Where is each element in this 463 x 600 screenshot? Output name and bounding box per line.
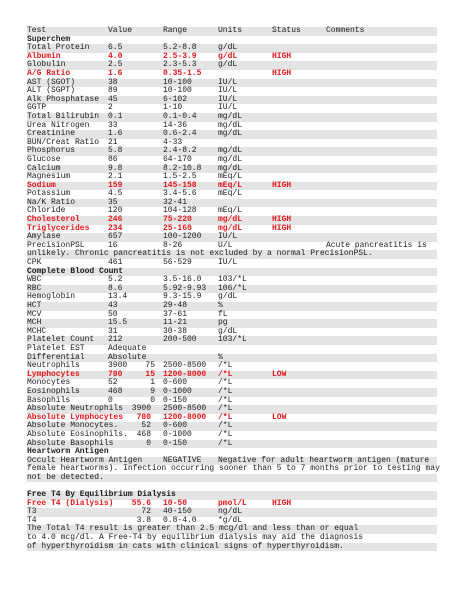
test-name: A/G Ratio bbox=[27, 68, 71, 78]
units: U/L bbox=[218, 240, 233, 250]
reference-range: 0-1000 bbox=[163, 429, 192, 439]
units: /*L bbox=[218, 369, 233, 379]
reference-range: 0-150 bbox=[163, 438, 188, 448]
units: mEq/L bbox=[218, 206, 243, 216]
test-name: GGTP bbox=[27, 103, 47, 113]
result-value: 52 bbox=[108, 378, 118, 388]
result-value: 3.8 bbox=[136, 515, 151, 525]
reference-range: 30-38 bbox=[163, 326, 188, 336]
units: ng/dL bbox=[218, 507, 243, 517]
test-name: Absolute Monocytes. bbox=[27, 421, 119, 431]
units: IU/L bbox=[218, 77, 238, 87]
result-value: 72 bbox=[141, 507, 151, 517]
comment: Acute pancreatitis is bbox=[326, 240, 427, 250]
result-value: 120 bbox=[108, 206, 123, 216]
percent-value: 75 bbox=[145, 361, 155, 371]
units: /*L bbox=[218, 438, 233, 448]
result-value: 15.5 bbox=[108, 318, 128, 328]
test-name: Cholesterol bbox=[27, 215, 80, 225]
reference-range: 2.5-3.9 bbox=[163, 51, 197, 61]
status-flag: LOW bbox=[272, 412, 287, 422]
status-flag: HIGH bbox=[272, 51, 292, 61]
result-value: 0 bbox=[108, 395, 113, 405]
result-value: 89 bbox=[108, 86, 118, 96]
result-value: 468 bbox=[136, 429, 151, 439]
result-value: 8.6 bbox=[108, 283, 123, 293]
units: /*L bbox=[218, 361, 233, 371]
units: 106/*L bbox=[218, 283, 247, 293]
column-header-comments: Comments bbox=[326, 26, 365, 35]
lab-report bbox=[27, 26, 440, 551]
test-name: Total Protein bbox=[27, 43, 90, 53]
column-header-value: Value bbox=[108, 26, 133, 35]
result-value: Adequate bbox=[108, 343, 147, 353]
test-name: Occult Heartworm Antigen bbox=[27, 455, 143, 465]
test-name: HCT bbox=[27, 301, 42, 310]
test-name: Sodium bbox=[27, 180, 56, 190]
test-name: MCHC bbox=[27, 326, 47, 336]
reference-range: 10-100 bbox=[163, 77, 192, 87]
result-value: 212 bbox=[108, 335, 123, 345]
test-name: Chloride bbox=[27, 206, 66, 216]
test-name: Free T4 (Dialysis) bbox=[27, 498, 114, 508]
units: mg/dL bbox=[218, 163, 243, 173]
units: /*L bbox=[218, 395, 233, 405]
result-value: NEGATIVE bbox=[163, 455, 202, 465]
test-name: MCH bbox=[27, 318, 42, 328]
reference-range: 37-61 bbox=[163, 309, 188, 319]
result-value: 52 bbox=[141, 421, 151, 431]
reference-range: 200-500 bbox=[163, 335, 197, 345]
status-flag: HIGH bbox=[272, 223, 292, 233]
percent-value: 9 bbox=[150, 386, 155, 396]
test-name: Urea Nitrogen bbox=[27, 120, 90, 130]
reference-range: 0.8-4.0 bbox=[163, 515, 197, 525]
test-name: Absolute Basophils bbox=[27, 438, 114, 448]
units: /*L bbox=[218, 421, 233, 431]
table-row bbox=[27, 371, 437, 380]
units: g/dL bbox=[218, 60, 238, 70]
status-flag: HIGH bbox=[272, 68, 292, 78]
result-value: 55.6 bbox=[131, 498, 151, 508]
test-name: Hemoglobin bbox=[27, 292, 76, 302]
table-row bbox=[27, 190, 437, 199]
units: IU/L bbox=[218, 103, 238, 113]
reference-range: 0.1-0.4 bbox=[163, 111, 197, 121]
units: mg/dL bbox=[218, 154, 243, 164]
comment-line: to 4.0 mcg/dl. A Free-T4 by equilibrium dialysis may aid the diagnosis bbox=[27, 533, 364, 543]
test-name: Na/K Ratio bbox=[27, 197, 76, 207]
table-row bbox=[27, 293, 437, 302]
complete-blood-count-section bbox=[27, 268, 437, 448]
comment-line: of hyperthyroidism in cats with clinical signs of hyperthyroidism. bbox=[27, 543, 437, 552]
free-t4-section bbox=[27, 491, 437, 551]
units: IU/L bbox=[218, 258, 238, 268]
result-value: 16 bbox=[108, 240, 118, 250]
test-name: ALT (SGPT) bbox=[27, 86, 76, 96]
result-value: 33 bbox=[108, 120, 118, 130]
section-title: Complete Blood Count bbox=[27, 268, 437, 277]
section-title: Heartworm Antigen bbox=[27, 447, 109, 457]
reference-range: 0-600 bbox=[163, 421, 188, 431]
units: pg bbox=[218, 318, 228, 328]
status-flag: HIGH bbox=[272, 180, 292, 190]
column-header-row bbox=[27, 27, 437, 36]
result-value: 4.0 bbox=[108, 51, 123, 61]
result-value: 43 bbox=[108, 301, 118, 310]
units: mg/dL bbox=[218, 120, 243, 130]
reference-range: 5.92-9.93 bbox=[163, 283, 207, 293]
result-value: 5.2 bbox=[108, 275, 123, 285]
units: mEq/L bbox=[218, 172, 243, 182]
units: g/dL bbox=[218, 326, 238, 336]
reference-range: 25-160 bbox=[163, 223, 192, 233]
units: pmol/L bbox=[218, 498, 247, 508]
table-row bbox=[27, 61, 437, 70]
result-value: 780 bbox=[108, 369, 123, 379]
status-flag: HIGH bbox=[272, 498, 292, 508]
test-name: Absolute Neutrophils bbox=[27, 404, 124, 414]
units: % bbox=[218, 301, 223, 310]
table-row bbox=[27, 388, 437, 397]
result-value: 1.6 bbox=[108, 129, 123, 139]
test-name: Amylase bbox=[27, 232, 61, 242]
test-name: CPK bbox=[27, 258, 42, 268]
test-name: Phosphorus bbox=[27, 146, 76, 156]
units: mEq/L bbox=[218, 180, 243, 190]
test-name: BUN/Creat Ratio bbox=[27, 137, 100, 147]
reference-range: 6-102 bbox=[163, 94, 188, 104]
column-header-status: Status bbox=[272, 26, 301, 35]
comment-line: The Total T4 result is greater than 2.5 mcg/dl and less than or equal bbox=[27, 525, 437, 534]
units: IU/L bbox=[218, 94, 238, 104]
result-value: 38 bbox=[108, 77, 118, 87]
test-name: Potassium bbox=[27, 189, 71, 199]
reference-range: 1200-8000 bbox=[163, 369, 207, 379]
units: mEq/L bbox=[218, 189, 243, 199]
result-value: 2.1 bbox=[108, 172, 123, 182]
units: /*L bbox=[218, 386, 233, 396]
test-name: Glucose bbox=[27, 154, 61, 164]
reference-range: 1.5-2.5 bbox=[163, 172, 197, 182]
heartworm-antigen-section bbox=[27, 447, 440, 482]
result-value: 3900 bbox=[131, 404, 151, 414]
table-row bbox=[27, 345, 437, 354]
test-name: Creatinine bbox=[27, 129, 76, 139]
reference-range: 2500-8500 bbox=[163, 361, 207, 371]
result-value: 35 bbox=[108, 197, 118, 207]
units: 103/*L bbox=[218, 335, 247, 345]
units: /*L bbox=[218, 412, 233, 422]
test-name: Basophils bbox=[27, 395, 71, 405]
test-name: Neutrophils bbox=[27, 361, 80, 371]
status-flag: LOW bbox=[272, 369, 287, 379]
result-value: 246 bbox=[108, 215, 123, 225]
units: 103/*L bbox=[218, 275, 247, 285]
result-value: 0 bbox=[146, 438, 151, 448]
comment-line: female heartworms). Infection occurring sooner than 5 to 7 months prior to testing may bbox=[27, 464, 440, 474]
reference-range: 40-150 bbox=[163, 507, 192, 517]
reference-range: 1-10 bbox=[163, 103, 183, 113]
reference-range: 5.2-8.8 bbox=[163, 43, 197, 53]
test-name: Absolute Eosinophils. bbox=[27, 429, 128, 439]
table-row bbox=[27, 354, 437, 363]
table-row bbox=[27, 362, 437, 371]
reference-range: 2.4-8.2 bbox=[163, 146, 197, 156]
reference-range: 75-220 bbox=[163, 215, 192, 225]
result-value: 4.5 bbox=[108, 189, 123, 199]
column-header-range: Range bbox=[163, 26, 188, 35]
table-row bbox=[27, 336, 437, 345]
result-value: 0.1 bbox=[108, 111, 123, 121]
reference-range: 10-100 bbox=[163, 86, 192, 96]
table-row bbox=[27, 379, 437, 388]
result-value: 2 bbox=[108, 103, 113, 113]
reference-range: 29-48 bbox=[163, 301, 188, 310]
result-value: 1.6 bbox=[108, 68, 123, 78]
result-value: 50 bbox=[108, 309, 118, 319]
test-name: Platelet Count bbox=[27, 335, 95, 345]
result-value: 86 bbox=[108, 154, 118, 164]
reference-range: 0-1000 bbox=[163, 386, 192, 396]
result-value: 13.4 bbox=[108, 292, 128, 302]
test-name: Differential bbox=[27, 352, 85, 362]
percent-value: 1 bbox=[150, 378, 155, 388]
test-name: Eosinophils bbox=[27, 386, 80, 396]
reference-range: 2500-8500 bbox=[163, 404, 207, 414]
units: mg/dL bbox=[218, 111, 243, 121]
test-name: Magnesium bbox=[27, 172, 71, 182]
table-row bbox=[27, 302, 437, 311]
reference-range: 3.4-5.6 bbox=[163, 189, 197, 199]
result-value: 234 bbox=[108, 223, 123, 233]
result-value: 657 bbox=[108, 232, 123, 242]
reference-range: 14-36 bbox=[163, 120, 188, 130]
test-name: WBC bbox=[27, 275, 42, 285]
test-name: T3 bbox=[27, 507, 37, 517]
test-name: AST (SGOT) bbox=[27, 77, 76, 87]
reference-range: 1200-8000 bbox=[163, 412, 207, 422]
test-name: T4 bbox=[27, 515, 37, 525]
reference-range: 0-150 bbox=[163, 395, 188, 405]
reference-range: 2.3-5.3 bbox=[163, 60, 197, 70]
units: mg/dL bbox=[218, 146, 243, 156]
test-name: Alk Phosphatase bbox=[27, 94, 100, 104]
units: % bbox=[218, 352, 223, 362]
test-name: RBC bbox=[27, 283, 42, 293]
reference-range: 64-170 bbox=[163, 154, 192, 164]
table-row bbox=[27, 311, 437, 320]
result-value: 461 bbox=[108, 258, 123, 268]
reference-range: 9.3-15.9 bbox=[163, 292, 202, 302]
reference-range: 145-158 bbox=[163, 180, 197, 190]
units: g/dL bbox=[218, 43, 238, 53]
section-title: Superchem bbox=[27, 34, 71, 44]
test-name: MCV bbox=[27, 309, 42, 319]
comment-line: unlikely. Chronic pancreatitis is not excluded by a normal PrecisionPSL. bbox=[27, 250, 437, 259]
reference-range: 3.5-16.0 bbox=[163, 275, 202, 285]
reference-range: 8.2-10.8 bbox=[163, 163, 202, 173]
section-title: Free T4 By Equilibrium Dialysis bbox=[27, 491, 437, 500]
units: fL bbox=[218, 309, 228, 319]
result-value: 159 bbox=[108, 180, 123, 190]
test-name: Albumin bbox=[27, 51, 61, 61]
percent-value: 0 bbox=[150, 395, 155, 405]
result-value: 5.8 bbox=[108, 146, 123, 156]
reference-range: 11-21 bbox=[163, 318, 188, 328]
units: g/dL bbox=[218, 292, 238, 302]
test-name: Monocytes bbox=[27, 378, 71, 388]
result-value: 45 bbox=[108, 94, 118, 104]
units: /*L bbox=[218, 378, 233, 388]
result-value: Absolute bbox=[108, 352, 147, 362]
units: /*L bbox=[218, 404, 233, 414]
reference-range: 10-50 bbox=[163, 498, 188, 508]
comment-line: not be detected. bbox=[27, 474, 437, 483]
units: /*L bbox=[218, 429, 233, 439]
column-header-units: Units bbox=[218, 26, 243, 35]
reference-range: 8-26 bbox=[163, 240, 183, 250]
superchem-section bbox=[27, 36, 437, 268]
reference-range: 100-1200 bbox=[163, 232, 202, 242]
test-name: PrecisionPSL bbox=[27, 240, 85, 250]
reference-range: 32-41 bbox=[163, 197, 188, 207]
units: mg/dL bbox=[218, 223, 243, 233]
test-name: Platelet EST bbox=[27, 343, 85, 353]
result-value: 780 bbox=[136, 412, 151, 422]
test-name: Total Bilirubin bbox=[27, 111, 100, 121]
result-value: 6.5 bbox=[108, 43, 123, 53]
units: *g/dL bbox=[218, 515, 243, 525]
reference-range: 0-600 bbox=[163, 378, 188, 388]
result-value: 468 bbox=[108, 386, 123, 396]
reference-range: 0.6-2.4 bbox=[163, 129, 197, 139]
units: IU/L bbox=[218, 86, 238, 96]
reference-range: 56-529 bbox=[163, 258, 192, 268]
percent-value: 15 bbox=[145, 369, 155, 379]
units: mg/dL bbox=[218, 129, 243, 139]
column-header-test: Test bbox=[27, 26, 47, 35]
status-flag: HIGH bbox=[272, 215, 292, 225]
test-name: Lymphocytes bbox=[27, 369, 80, 379]
result-value: 21 bbox=[108, 137, 118, 147]
result-value: 2.5 bbox=[108, 60, 123, 70]
test-name: Calcium bbox=[27, 163, 61, 173]
reference-range: 4-33 bbox=[163, 137, 183, 147]
result-value: 3900 bbox=[108, 361, 128, 371]
test-name: Triglycerides bbox=[27, 223, 90, 233]
test-name: Globulin bbox=[27, 60, 66, 70]
reference-range: 0.35-1.5 bbox=[163, 68, 202, 78]
comment: Negative for adult heartworm antigen (mature bbox=[218, 455, 430, 465]
reference-range: 104-128 bbox=[163, 206, 197, 216]
units: IU/L bbox=[218, 232, 238, 242]
units: mg/dL bbox=[218, 215, 243, 225]
result-value: 9.8 bbox=[108, 163, 123, 173]
test-name: Absolute Lymphocytes bbox=[27, 412, 124, 422]
result-value: 31 bbox=[108, 326, 118, 336]
units: g/dL bbox=[218, 51, 238, 61]
